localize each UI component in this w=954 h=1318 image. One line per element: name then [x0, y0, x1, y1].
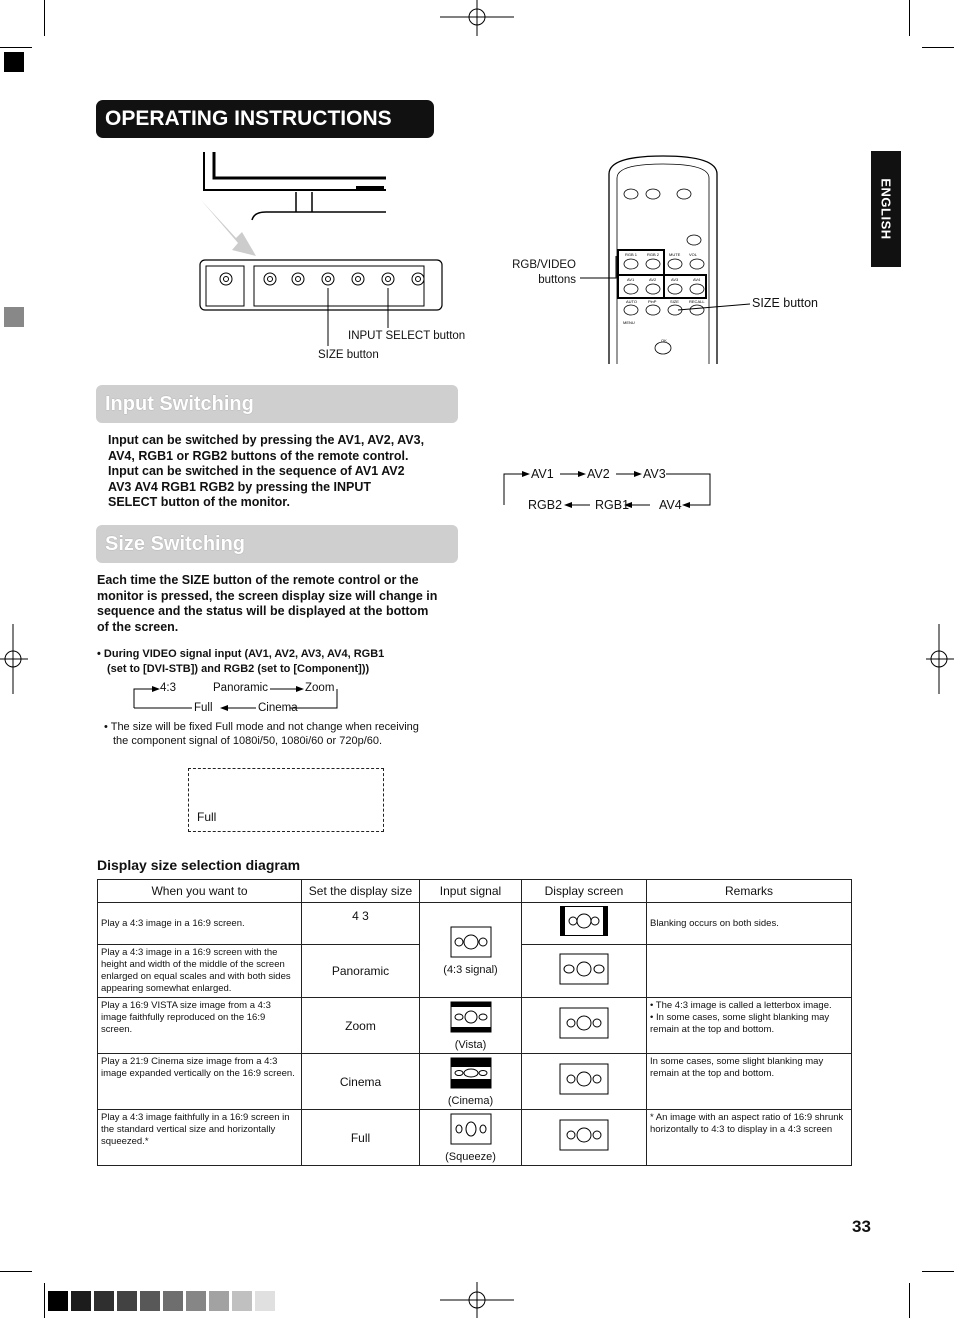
table-row: Play a 16:9 VISTA size image from a 4:3 image faithfully reproduced on the 16:9 screen. Zoom (Vista) • The 4:3 image is called a letterbox image. • In some cases, some slight blanking may remain at the top and bottom. — [98, 998, 852, 1054]
column-header: Set the display size — [302, 880, 420, 903]
display-cinema-icon — [559, 1063, 609, 1095]
svg-text:AV1: AV1 — [627, 277, 635, 282]
crop-mark — [909, 0, 910, 36]
display-43-icon — [559, 905, 609, 937]
registration-mark — [440, 1282, 514, 1318]
remote-size-button-label: SIZE button — [752, 296, 819, 310]
gray-swatch — [163, 1291, 183, 1311]
signal-vista-icon — [449, 1000, 493, 1034]
svg-text:MUTE: MUTE — [669, 252, 681, 257]
gray-swatch — [186, 1291, 206, 1311]
fixed-mode-note: • The size will be fixed Full mode and not change when receiving the component signal of 1080i/50, 1080i/60 or 720p/60. — [104, 721, 419, 747]
gray-swatch — [117, 1291, 137, 1311]
svg-text:RGB 2: RGB 2 — [647, 252, 660, 257]
crop-mark — [44, 0, 45, 36]
cycle-rgb2: RGB2 — [528, 498, 563, 512]
size-button-label: SIZE button — [318, 349, 379, 361]
display-zoom-icon — [559, 1007, 609, 1039]
svg-text:OK: OK — [661, 338, 667, 343]
signal-squeeze-icon — [449, 1112, 493, 1146]
size-cycle-zoom: Zoom — [305, 682, 335, 694]
svg-text:VOL: VOL — [689, 252, 698, 257]
remote-leader-lines — [580, 256, 760, 316]
cycle-av2: AV2 — [587, 467, 610, 481]
svg-text:RECALL: RECALL — [689, 299, 705, 304]
crop-mark — [922, 1271, 954, 1272]
gray-swatch — [140, 1291, 160, 1311]
svg-text:AV4: AV4 — [693, 277, 701, 282]
size-switching-text: Each time the SIZE button of the remote control or the monitor is pressed, the screen display size will change in sequence and the status will be displayed at the bottom of the screen. — [97, 573, 438, 634]
crop-mark — [0, 47, 32, 48]
registration-mark — [926, 624, 954, 694]
crop-mark — [0, 1271, 32, 1272]
cycle-rgb1: RGB1 — [595, 498, 630, 512]
column-header: When you want to — [98, 880, 302, 903]
svg-text:MENU: MENU — [623, 320, 635, 325]
size-cycle-full: Full — [194, 702, 213, 714]
input-switching-heading: Input Switching — [96, 385, 458, 423]
table-row: Play a 4:3 image in a 16:9 screen with the height and width of the middle of the screen enlarged on equal scales and with both sides appearing somewhat enlarged. Panoramic — [98, 945, 852, 998]
column-header: Input signal — [420, 880, 522, 903]
page-title: OPERATING INSTRUCTIONS — [96, 100, 434, 138]
registration-mark — [440, 0, 514, 36]
svg-text:PinP: PinP — [648, 299, 657, 304]
page-number: 33 — [852, 1217, 871, 1236]
column-header: Remarks — [647, 880, 852, 903]
cycle-av1: AV1 — [531, 467, 554, 481]
cycle-av4: AV4 — [659, 498, 682, 512]
gray-swatch — [209, 1291, 229, 1311]
svg-text:AV3: AV3 — [671, 277, 679, 282]
gray-swatch — [232, 1291, 252, 1311]
display-full-icon — [559, 1119, 609, 1151]
gray-swatch — [94, 1291, 114, 1311]
osd-screen-box — [188, 768, 384, 832]
size-cycle-cinema: Cinema — [258, 702, 298, 714]
monitor-illustration — [196, 150, 446, 350]
table-row: Play a 4:3 image faithfully in a 16:9 screen in the standard vertical size and horizontally squeezed.* Full (Squeeze) * An image with an aspect ratio of 16:9 shrunk horizontally to 4:3 to display in a 4:3 screen — [98, 1110, 852, 1166]
size-switching-heading: Size Switching — [96, 525, 458, 563]
svg-text:SIZE: SIZE — [670, 299, 679, 304]
crop-mark — [909, 1283, 910, 1318]
svg-text:AV2: AV2 — [649, 277, 657, 282]
table-header-row — [98, 880, 852, 903]
display-panoramic-icon — [559, 953, 609, 985]
signal-cinema-icon — [449, 1056, 493, 1090]
display-size-table — [97, 879, 852, 1166]
input-signal-43-cell: (4:3 signal) — [420, 903, 522, 998]
crop-mark — [922, 47, 954, 48]
gray-swatch — [71, 1291, 91, 1311]
svg-text:AUTO: AUTO — [626, 299, 638, 304]
gray-swatch — [48, 1291, 68, 1311]
signal-43-icon — [449, 925, 493, 959]
language-tab: ENGLISH — [871, 151, 901, 267]
input-switching-text: Input can be switched by pressing the AV1, AV2, AV3, AV4, RGB1 or RGB2 buttons of the remote control. Input can be switched in the sequence of AV1 AV2 AV3 AV4 RGB1 RGB2 by pressing the INPUT SELECT button of the monitor. — [108, 433, 425, 509]
size-cycle-43: 4:3 — [160, 682, 176, 694]
column-header: Display screen — [522, 880, 647, 903]
video-signal-bullet: • During VIDEO signal input (AV1, AV2, AV3, AV4, RGB1 (set to [DVI-STB]) and RGB2 (set to [Component])) — [97, 648, 385, 675]
input-select-label: INPUT SELECT button — [348, 330, 466, 342]
remote-key-label: RGB 1 — [625, 252, 638, 257]
osd-label: Full — [197, 810, 217, 824]
registration-mark — [0, 624, 28, 694]
cycle-av3: AV3 — [643, 467, 666, 481]
crop-mark — [44, 1283, 45, 1318]
table-row: Play a 4:3 image in a 16:9 screen. 4 3 (4:3 signal) Blanking occurs on both sides. — [98, 903, 852, 945]
rgb-video-buttons-label: buttons — [538, 274, 576, 286]
print-mark — [4, 307, 24, 327]
gray-swatch — [255, 1291, 275, 1311]
table-row: Play a 21:9 Cinema size image from a 4:3 image expanded vertically on the 16:9 screen. Cinema (Cinema) In some cases, some slight blanking may remain at the top and bottom. — [98, 1054, 852, 1110]
rgb-video-label: RGB/VIDEO — [512, 259, 576, 271]
diagram-title: Display size selection diagram — [97, 857, 301, 873]
print-mark — [4, 52, 24, 72]
size-cycle-panoramic: Panoramic — [213, 682, 268, 694]
